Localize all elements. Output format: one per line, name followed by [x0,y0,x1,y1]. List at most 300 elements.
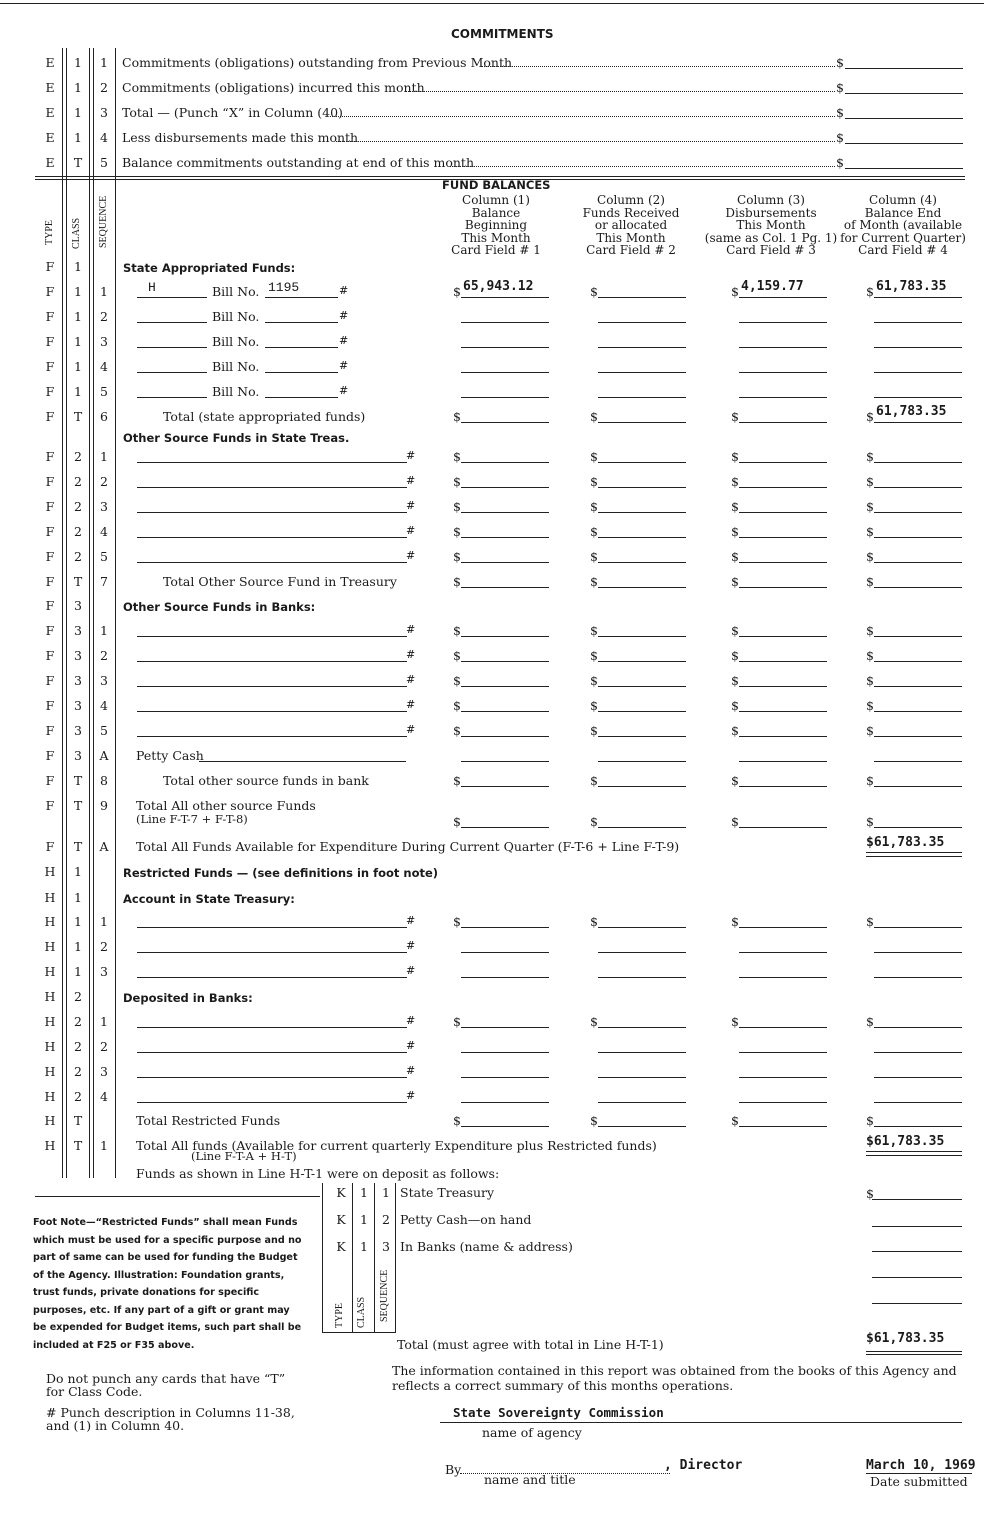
dollar-sign: $ [836,155,844,170]
commitment-label: Total — (Punch “X” in Column (40) [122,105,343,120]
sequence-code: 3 [382,1239,390,1254]
amount-line [461,411,549,423]
type-code: F [45,598,55,613]
col1-header-line: Beginning [464,218,528,233]
dollar-sign: $ [866,1014,874,1029]
amount-line [739,650,827,662]
amount-line [874,501,962,513]
amount-line [874,650,962,662]
type-code: H [44,989,56,1004]
type-code: F [45,334,55,349]
amount-line [461,941,549,953]
description-line [137,625,407,637]
sequence-code: 3 [100,105,108,120]
page-title: COMMITMENTS [451,27,554,41]
class-code: T [73,839,83,854]
class-code: T [73,798,83,813]
row-label: Total other source funds in bank [163,773,369,788]
sequence-code: 3 [100,673,108,688]
type-header: TYPE [44,220,55,245]
amount-line [598,311,686,323]
dollar-sign: $ [866,814,874,829]
amount-line [874,526,962,538]
sequence-code: 4 [100,1089,108,1104]
fund-balances-heading: FUND BALANCES [442,178,551,192]
sequence-code: 6 [100,409,108,424]
dollar-sign: $ [453,449,461,464]
class-code: 3 [74,748,82,763]
class-code: 1 [74,359,82,374]
hash-mark: # [406,1039,416,1052]
dollar-sign: $ [836,130,844,145]
sequence-code: 1 [100,1138,108,1153]
col1-header-line: Card Field # 1 [451,243,541,258]
col2-header-line: or allocated [594,218,668,233]
dollar-sign: $ [866,284,874,299]
hash-mark: # [406,673,416,686]
bill-house-line [137,386,207,398]
row-label: Total All other source Funds [136,798,316,813]
amount-line [461,476,549,488]
k-class-header: CLASS [356,1296,367,1328]
class-code: T [73,155,83,170]
sequence-header: SEQUENCE [98,195,109,248]
hash-mark: # [406,648,416,661]
type-code: H [44,1089,56,1104]
class-code: 1 [74,284,82,299]
col2-header-line: This Month [596,230,666,245]
hash-mark: # [406,474,416,487]
class-code: 1 [360,1239,368,1254]
dollar-sign: $ [731,673,739,688]
k-bottom-rule [322,1332,396,1333]
sequence-code: 3 [100,334,108,349]
type-code: H [44,939,56,954]
amount-line [845,132,963,144]
amount-line [598,650,686,662]
amount-line [461,1041,549,1053]
amount-line [598,916,686,928]
type-code: H [44,914,56,929]
dollar-sign: $ [590,409,598,424]
class-code: 2 [74,1039,82,1054]
sequence-code: 2 [100,474,108,489]
hash-mark: # [406,549,416,562]
description-line [137,551,407,563]
dollar-sign: $ [590,648,598,663]
amount-line [739,1016,827,1028]
hash-mark: # [406,698,416,711]
amount-line [461,625,549,637]
type-code: K [336,1212,346,1227]
dollar-sign: $ [590,499,598,514]
amount-line [598,941,686,953]
code-col-divider-2 [89,48,90,1178]
amount-line [598,336,686,348]
class-code: 3 [74,648,82,663]
sequence-code: 1 [100,449,108,464]
amount-line [598,966,686,978]
k-divider-3 [395,1183,396,1333]
k-type-header: TYPE [334,1303,345,1328]
amount-line [461,1066,549,1078]
sequence-code: A [99,839,109,854]
type-code: F [45,673,55,688]
class-code: 3 [74,598,82,613]
class-code: 1 [74,384,82,399]
amount-line [739,775,827,787]
description-line [199,750,406,762]
col3-amount: 4,159.77 [741,279,804,294]
k-divider-1 [352,1183,353,1333]
amount-line [598,700,686,712]
class-code: 1 [74,939,82,954]
amount-line [872,1292,962,1304]
description-line [137,966,407,978]
amount-line [874,1041,962,1053]
dollar-sign: $ [731,723,739,738]
description-line [137,1016,407,1028]
bill-number-line [265,311,338,323]
bill-number-line [265,386,338,398]
col1-amount: 65,943.12 [463,279,534,294]
sequence-code: 4 [100,130,108,145]
dollar-sign: $ [590,474,598,489]
type-code: F [45,839,55,854]
amount-line [874,966,962,978]
dollar-sign: $ [836,105,844,120]
amount-line [739,311,827,323]
type-code: F [45,623,55,638]
class-code: 2 [74,989,82,1004]
row-label: Total (state appropriated funds) [163,409,366,424]
col2-header-line: Funds Received [582,205,680,220]
col4-header-line: of Month (available [843,218,963,233]
amount-line [739,725,827,737]
k-border-left [322,1183,323,1333]
sequence-code: 3 [100,1064,108,1079]
sequence-code: 3 [100,964,108,979]
type-code: F [45,449,55,464]
name-caption: name and title [484,1472,576,1487]
sequence-code: 1 [100,284,108,299]
commitment-label: Commitments (obligations) incurred this month [122,80,425,95]
amount-line [874,750,962,762]
col4-amount: 61,783.35 [876,279,947,294]
dollar-sign: $ [590,814,598,829]
class-code: 1 [74,105,82,120]
type-code: F [45,549,55,564]
type-code: E [45,130,55,145]
col2-header-line: Column (2) [597,193,665,207]
dollar-sign: $ [590,284,598,299]
class-code: 1 [74,259,82,274]
sequence-code: 2 [100,1039,108,1054]
col3-header-line: Column (3) [737,193,805,207]
class-code: T [73,1138,83,1153]
dollar-sign: $ [453,773,461,788]
deposit-note: Funds as shown in Line H-T-1 were on deposit as follows: [136,1166,500,1181]
dollar-sign: $ [453,673,461,688]
amount-line [461,336,549,348]
dollar-sign: $ [453,814,461,829]
bill-house-line [137,361,207,373]
type-code: F [45,574,55,589]
amount-line [461,725,549,737]
hash-mark: # [406,1014,416,1027]
col4-header-line: for Current Quarter) [840,230,966,245]
note-punch-cards: Do not punch any cards that have “T” for Class Code. [46,1371,286,1399]
col4-amount: $61,783.35 [866,835,945,850]
sequence-code: 1 [100,55,108,70]
description-line [137,650,407,662]
description-line [137,1066,407,1078]
dollar-sign: $ [866,409,874,424]
class-code: 3 [74,623,82,638]
amount-line [461,816,549,828]
dollar-sign: $ [590,449,598,464]
hash-mark: # [406,914,416,927]
sequence-code: 2 [100,309,108,324]
type-code: E [45,55,55,70]
amount-line [872,1240,962,1252]
k-total-underline-2 [866,1354,962,1355]
amount-line [739,966,827,978]
dollar-sign: $ [590,623,598,638]
amount-line [598,1066,686,1078]
class-code: 1 [74,309,82,324]
dollar-sign: $ [453,474,461,489]
dollar-sign: $ [866,499,874,514]
type-code: E [45,80,55,95]
hash-mark: # [406,1089,416,1102]
class-code: 3 [74,723,82,738]
amount-line [598,501,686,513]
col3-header-line: Disbursements [725,205,817,220]
col1-header-line: Balance [471,205,521,220]
type-code: F [45,698,55,713]
dollar-sign: $ [590,549,598,564]
agency-name: State Sovereignty Commission [453,1405,664,1420]
dollar-sign: $ [453,698,461,713]
hash-mark: # [406,449,416,462]
amount-line [598,576,686,588]
commitment-label: Less disbursements made this month [122,130,359,145]
class-code: 1 [74,55,82,70]
code-col-divider-3 [115,48,116,1178]
dollar-sign: $ [731,524,739,539]
dollar-sign: $ [731,409,739,424]
amount-line [461,526,549,538]
dollar-sign: $ [590,1113,598,1128]
amount-line [739,700,827,712]
dollar-sign: $ [453,648,461,663]
bill-label: Bill No. [212,309,260,324]
leader-dots [330,116,835,117]
bill-house-line [137,311,207,323]
row-sublabel: (Line F-T-7 + F-T-8) [136,812,248,826]
description-line [137,700,407,712]
sequence-code: 5 [100,155,108,170]
amount-line [739,361,827,373]
dollar-sign: $ [731,1113,739,1128]
dollar-sign: $ [453,409,461,424]
hash-mark: # [406,1064,416,1077]
amount-line [598,361,686,373]
agency-caption: name of agency [482,1425,582,1440]
class-code: 1 [74,864,82,879]
dollar-sign: $ [866,723,874,738]
note-punch-description: # Punch description in Columns 11-38, and (1) in Column 40. [46,1405,295,1433]
dollar-sign: $ [731,648,739,663]
dollar-sign: $ [731,499,739,514]
amount-line [874,775,962,787]
description-line [137,725,407,737]
footnote-rule [35,1196,320,1197]
bill-number: 1195 [268,280,300,295]
amount-line [598,816,686,828]
amount-line [845,57,963,69]
hash-mark: # [339,334,349,347]
dollar-sign: $ [590,574,598,589]
description-line [137,501,407,513]
class-code: 2 [74,1064,82,1079]
amount-line [598,625,686,637]
amount-line [739,476,827,488]
type-code: F [45,748,55,763]
hash-mark: # [339,309,349,322]
amount-line [598,451,686,463]
section-rule [35,176,965,177]
amount-line [874,1066,962,1078]
amount-line [874,816,962,828]
amount-line [598,1016,686,1028]
hash-mark: # [339,284,349,297]
type-code: K [336,1239,346,1254]
date-caption: Date submitted [870,1474,968,1489]
amount-line [739,816,827,828]
dollar-sign: $ [590,773,598,788]
leader-dots [450,166,835,167]
dollar-sign: $ [453,284,461,299]
sequence-code: 4 [100,524,108,539]
by-label: By [445,1462,462,1477]
col3-header-line: This Month [736,218,806,233]
amount-line [461,501,549,513]
amount-line [739,451,827,463]
amount-line [461,386,549,398]
type-code: F [45,524,55,539]
type-code: F [45,474,55,489]
deposit-label: State Treasury [400,1185,495,1200]
amount-line [598,725,686,737]
col3-header-line: (same as Col. 1 Pg. 1) [704,230,838,245]
amount-line [598,1091,686,1103]
sequence-code: 4 [100,698,108,713]
description-line [137,526,407,538]
dollar-sign: $ [453,574,461,589]
sequence-code: 1 [382,1185,390,1200]
amount-line [739,526,827,538]
dollar-sign: $ [453,549,461,564]
amount-line [461,361,549,373]
type-code: H [44,1014,56,1029]
amount-line [739,916,827,928]
class-code: T [73,574,83,589]
dollar-sign: $ [866,549,874,564]
amount-line [598,551,686,563]
dollar-sign: $ [866,574,874,589]
type-code: H [44,1113,56,1128]
amount-line [845,82,963,94]
sequence-code: 2 [382,1212,390,1227]
certification-statement: The information contained in this report was obtained from the books of this Agency and reflects a correct summary of this months operations. [392,1363,957,1393]
description-line [137,1091,407,1103]
col4-header-line: Card Field # 4 [858,243,948,258]
amount-line [461,576,549,588]
amount-line [874,551,962,563]
amount-line [874,700,962,712]
amount-line [739,551,827,563]
bill-house: H [148,280,156,295]
sequence-code: 1 [100,1014,108,1029]
commitment-label: Balance commitments outstanding at end of this month [122,155,475,170]
type-code: F [45,723,55,738]
amount-line [874,311,962,323]
k-total-label: Total (must agree with total in Line H-T-1) [397,1337,664,1352]
col1-header-line: Column (1) [462,193,530,207]
sequence-code: 7 [100,574,108,589]
dollar-sign: $ [590,1014,598,1029]
type-code: H [44,890,56,905]
amount-line [739,576,827,588]
row-label: Petty Cash [136,748,204,763]
amount-line [598,286,686,298]
amount-line [461,451,549,463]
type-code: F [45,773,55,788]
amount-line [872,1266,962,1278]
agency-line [440,1422,962,1423]
k-total-underline [866,1351,962,1352]
class-code: 1 [74,890,82,905]
amount-line [739,625,827,637]
amount-line [739,1066,827,1078]
dollar-sign: $ [731,449,739,464]
amount-line [461,675,549,687]
dollar-sign: $ [731,284,739,299]
class-code: 3 [74,673,82,688]
commitment-label: Commitments (obligations) outstanding from Previous Month [122,55,513,70]
hash-mark: # [406,964,416,977]
sequence-code: 2 [100,80,108,95]
row-label: Total All Funds Available for Expenditure During Current Quarter (F-T-6 + Line F-T-9) [136,839,680,854]
code-col-divider-1b [66,48,67,1178]
sequence-code: 1 [100,623,108,638]
description-line [137,451,407,463]
dollar-sign: $ [731,549,739,564]
leader-dots [481,66,835,67]
amount-line [874,1016,962,1028]
class-code: 1 [74,964,82,979]
director-title: , Director [664,1458,743,1473]
amount-line [461,700,549,712]
class-code: 1 [74,914,82,929]
amount-line [739,1041,827,1053]
class-code: 2 [74,449,82,464]
amount-line [874,451,962,463]
amount-line [739,941,827,953]
amount-line [874,1091,962,1103]
